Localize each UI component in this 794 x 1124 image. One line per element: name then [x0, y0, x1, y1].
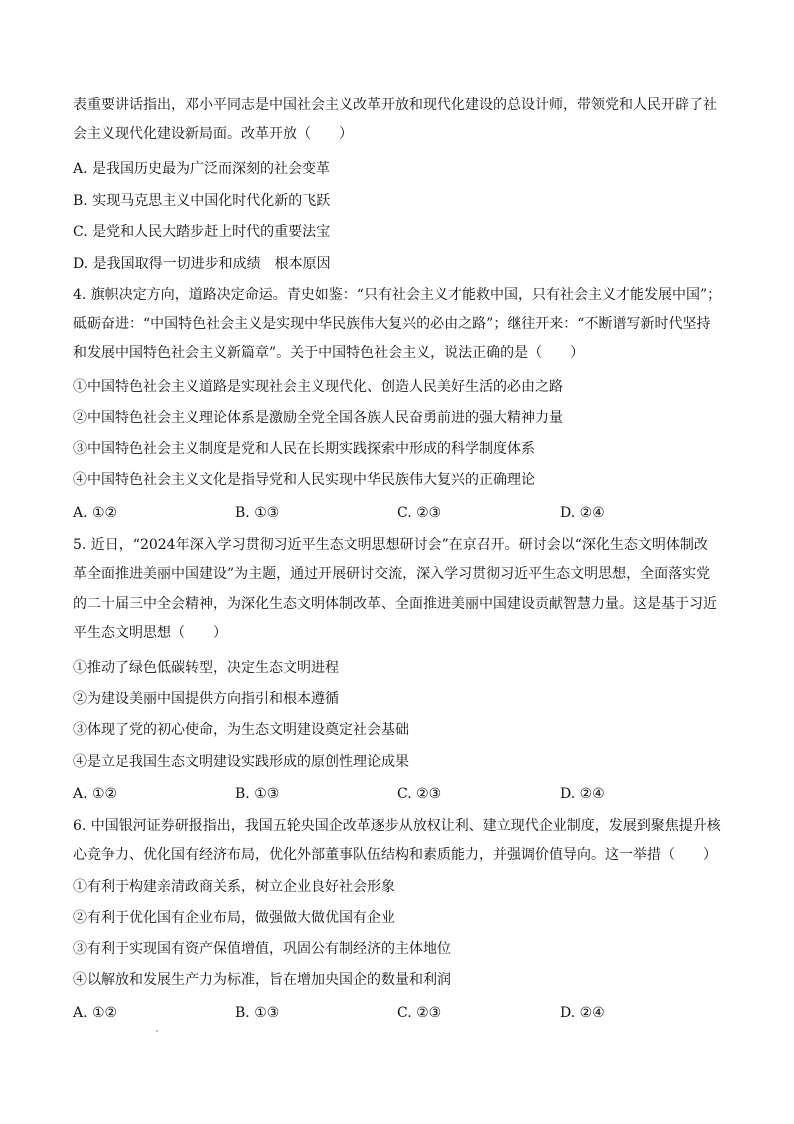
q3-option-b: B. 实现马克思主义中国化时代化新的飞跃	[73, 193, 331, 209]
q5-choices	[73, 784, 723, 804]
q4-statement-1: ①中国特色社会主义道路是实现社会主义现代化、创造人民美好生活的必由之路	[73, 379, 563, 395]
q6-stem-line-2: 心竞争力、优化国有经济布局，优化外部董事队伍结构和素质能力，并强调价值导向。这一举措（ ）	[73, 847, 717, 863]
q6-choices	[73, 1003, 723, 1023]
q6-statement-1: ①有利于构建亲清政商关系，树立企业良好社会形象	[73, 879, 395, 895]
q5-statement-3: ③体现了党的初心使命，为生态文明建设奠定社会基础	[73, 722, 409, 738]
q4-choice-c: C. ②③	[397, 505, 442, 521]
q5-statement-4: ④是立足我国生态文明建设实践形成的原创性理论成果	[73, 754, 409, 770]
q6-choice-d: D. ②④	[560, 1005, 605, 1021]
q4-choice-d: D. ②④	[560, 505, 605, 521]
q6-stem-line-1: 6. 中国银河证券研报指出，我国五轮央国企改革逐步从放权让利、建立现代企业制度，发展到聚焦提升核	[73, 818, 721, 834]
q5-choice-d: D. ②④	[560, 786, 605, 802]
q6-statement-3: ③有利于实现国有资产保值增值，巩固公有制经济的主体地位	[73, 941, 451, 957]
q6-choice-b: B. ①③	[235, 1005, 280, 1021]
q5-statement-1: ①推动了绿色低碳转型，决定生态文明进程	[73, 660, 339, 676]
q5-choice-b: B. ①③	[235, 786, 280, 802]
q5-stem-line-1: 5. 近日，“2024年深入学习贯彻习近平生态文明思想研讨会”在京召开。研讨会以“深化生态文明体制改	[73, 537, 708, 553]
q4-stem-line-2: 砥砺奋进：“中国特色社会主义是实现中华民族伟大复兴的必由之路”；继往开来：“不断谱写新时代坚持	[73, 316, 711, 332]
q6-statement-4: ④以解放和发展生产力为标准，旨在增加央国企的数量和利润	[73, 972, 451, 988]
q3-option-d: D. 是我国取得一切进步和成绩 根本原因	[73, 256, 331, 272]
q3-option-c: C. 是党和人民大踏步赶上时代的重要法宝	[73, 224, 331, 240]
scan-speck	[156, 1030, 158, 1032]
q4-statement-4: ④中国特色社会主义文化是指导党和人民实现中华民族伟大复兴的正确理论	[73, 472, 535, 488]
q4-stem-line-3: 和发展中国特色社会主义新篇章”。关于中国特色社会主义，说法正确的是（ ）	[73, 345, 585, 361]
q5-stem-line-4: 平生态文明思想（ ）	[73, 625, 227, 641]
q5-statement-2: ②为建设美丽中国提供方向指引和根本遵循	[73, 691, 339, 707]
q4-choice-a: A. ①②	[73, 505, 118, 521]
q4-choices	[73, 503, 723, 523]
q4-stem-line-1: 4. 旗帜决定方向，道路决定命运。青史如鉴：“只有社会主义才能救中国，只有社会主义才能发展中国”；	[73, 287, 722, 303]
q3-option-a: A. 是我国历史最为广泛而深刻的社会变革	[73, 161, 331, 177]
q6-choice-a: A. ①②	[73, 1005, 118, 1021]
q6-statement-2: ②有利于优化国有企业布局，做强做大做优国有企业	[73, 910, 395, 926]
q5-choice-a: A. ①②	[73, 786, 118, 802]
q4-statement-3: ③中国特色社会主义制度是党和人民在长期实践探索中形成的科学制度体系	[73, 441, 535, 457]
q5-stem-line-2: 革全面推进美丽中国建设”为主题，通过开展研讨交流，深入学习贯彻习近平生态文明思想，全面落实党	[73, 566, 711, 582]
q6-choice-c: C. ②③	[397, 1005, 442, 1021]
q5-choice-c: C. ②③	[397, 786, 442, 802]
q5-stem-line-3: 的二十届三中全会精神，为深化生态文明体制改革、全面推进美丽中国建设贡献智慧力量。这是基于习近	[73, 596, 717, 612]
q4-statement-2: ②中国特色社会主义理论体系是激励全党全国各族人民奋勇前进的强大精神力量	[73, 410, 563, 426]
q3-stem-line-1: 表重要讲话指出，邓小平同志是中国社会主义改革开放和现代化建设的总设计师，带领党和人民开辟了社	[73, 97, 717, 113]
q4-choice-b: B. ①③	[235, 505, 280, 521]
q3-stem-line-2: 会主义现代化建设新局面。改革开放（ ）	[73, 126, 353, 142]
